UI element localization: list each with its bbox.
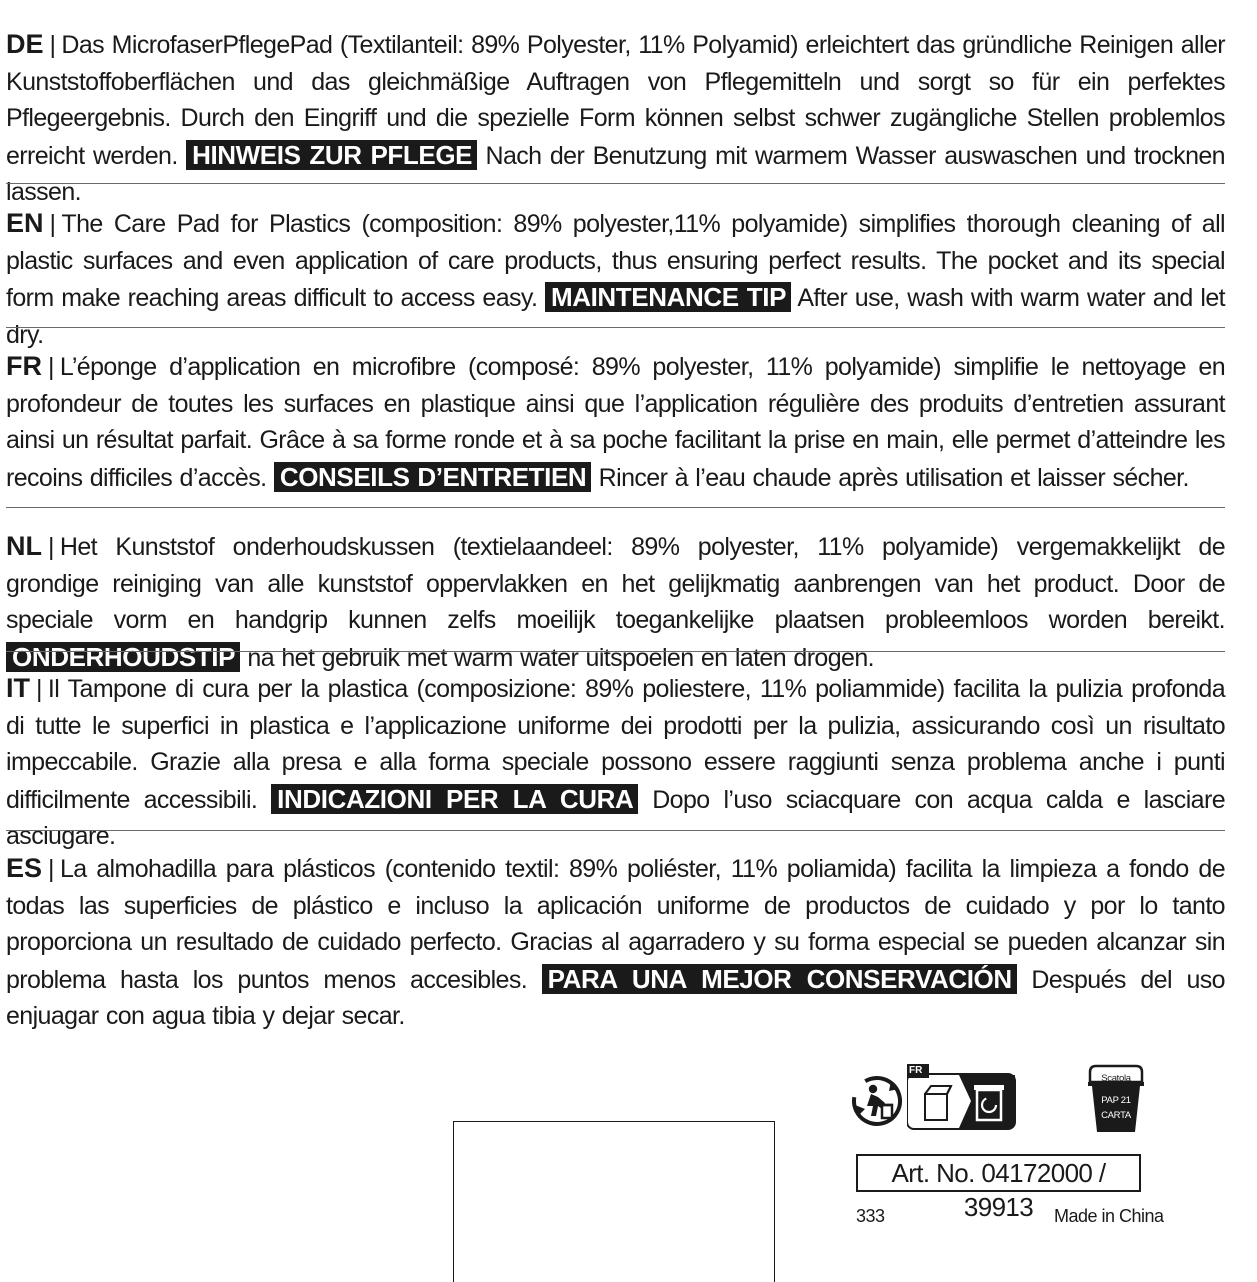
language-code: ES (6, 853, 43, 883)
language-separator: | (49, 31, 56, 59)
care-tip-text: Dopo l’uso sciacquare con acqua calda e lasciare asciugare. (6, 785, 1225, 850)
section-nl (6, 528, 1225, 676)
language-code: DE (6, 29, 44, 59)
language-separator: | (48, 533, 54, 561)
care-tip-text: After use, wash with warm water and let dry. (6, 284, 1225, 349)
language-code: EN (6, 208, 44, 238)
divider (6, 651, 1225, 652)
section-text: L’éponge d’application en microfibre (composé: 89% polyester, 11% polyamide) simplifie le nettoyage en profondeur de toutes les surfaces en plastique ainsi que l’application régulière des produits d’entretien assurant ainsi un résultat parfait. Grâce à sa forme ronde et à sa poche facilitant la prise en main, elle permet d’atteindre les recoins difficiles d’accès. (6, 353, 1225, 492)
language-separator: | (36, 675, 42, 703)
recycle-person-icon (851, 1075, 903, 1127)
section-es (6, 850, 1225, 1035)
made-in-label: Made in China (1054, 1206, 1164, 1226)
language-code: FR (6, 351, 42, 381)
pap-code-label: PAP 21 (1101, 1095, 1131, 1106)
care-tip-text: Rincer à l’eau chaude après utilisation et laisser sécher. (598, 463, 1189, 492)
section-en (6, 205, 1225, 353)
care-tip-text: Nach der Benutzung mit warmem Wasser auswaschen und trocknen lassen. (6, 141, 1225, 206)
blank-label-area (453, 1121, 775, 1282)
divider (6, 830, 1225, 831)
language-code: IT (6, 673, 30, 703)
divider (6, 327, 1225, 328)
care-tip-label: INDICAZIONI PER LA CURA (271, 784, 638, 814)
care-tip-text: na het gebruik met warm water uitspoelen en laten drogen. (247, 643, 874, 672)
care-tip-text: Después del uso enjuagar con agua tibia y dejar secar. (6, 965, 1225, 1030)
triman-sorting-icon (907, 1064, 1017, 1130)
pap-material-label: CARTA (1101, 1110, 1131, 1121)
language-code: NL (6, 531, 42, 561)
care-tip-label: ONDERHOUDSTIP (6, 642, 240, 672)
divider (6, 507, 1225, 508)
language-separator: | (49, 210, 56, 238)
section-text: The Care Pad for Plastics (composition: 89% polyester,11% polyamide) simplifies thorough cleaning of all plastic surfaces and even application of care products, thus ensuring perfect results. The pocket and its special form make reaching areas difficult to access easy. (6, 210, 1225, 312)
batch-code: 333 (856, 1206, 885, 1226)
care-tip-label: MAINTENANCE TIP (545, 282, 791, 312)
language-separator: | (48, 353, 54, 381)
care-tip-label: HINWEIS ZUR PFLEGE (186, 140, 477, 170)
section-fr (6, 348, 1225, 496)
divider (6, 183, 1225, 184)
section-it (6, 670, 1225, 855)
language-separator: | (48, 855, 54, 883)
article-number: Art. No. 04172000 / 39913 (856, 1154, 1141, 1192)
care-tip-label: CONSEILS D’ENTRETIEN (274, 462, 591, 492)
section-text: Das MicrofaserPflegePad (Textilanteil: 89% Polyester, 11% Polyamid) erleichtert das gründliche Reinigen aller Kunststoffoberflächen und das gleichmäßige Auftragen von Pflegemitteln und sorgt so für ein perfektes Pflegeergebnis. Durch den Eingriff und die spezielle Form können selbst schwer zugängliche Stellen problemlos erreicht werden. (6, 31, 1225, 170)
section-text: La almohadilla para plásticos (contenido textil: 89% poliéster, 11% poliamida) facilita la limpieza a fondo de todas las superficies de plástico e incluso la aplicación uniforme de productos de cuidado y por lo tanto proporciona un resultado de cuidado perfecto. Gracias al agarradero y su forma especial se pueden alcanzar sin problema hasta los puntos menos accesibles. (6, 855, 1225, 994)
pap-box-label: Scatola (1101, 1073, 1131, 1084)
section-text: Il Tampone di cura per la plastica (composizione: 89% poliestere, 11% poliammide) facilita la pulizia profonda di tutte le superfici in plastica e l’applicazione uniforme dei prodotti per la pulizia, assicurando così un risultato impeccabile. Grazie alla presa e alla forma speciale possono essere raggiunti senza problema anche i punti difficilmente accessibili. (6, 675, 1225, 814)
care-tip-label: PARA UNA MEJOR CONSERVACIÓN (542, 964, 1017, 994)
section-text: Het Kunststof onderhoudskussen (textielaandeel: 89% polyester, 11% polyamide) vergemakkelijkt de grondige reiniging van alle kunststof oppervlakken en het gelijkmatig aanbrengen van het product. Door de speciale vorm en handgrip kunnen zelfs moeilijk toegankelijke plaatsen probleemloos worden bereikt. (6, 533, 1225, 634)
triman-country-label: FR (909, 1065, 923, 1076)
